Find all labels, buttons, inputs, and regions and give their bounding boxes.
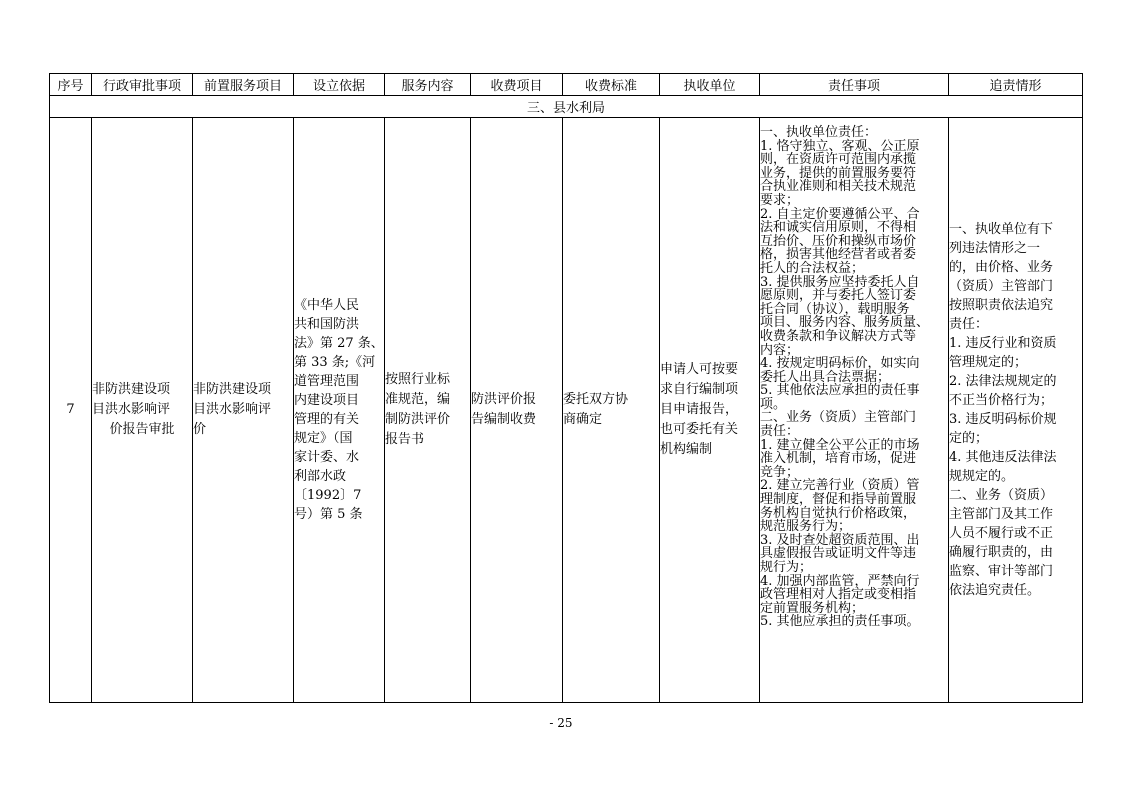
responsibility-line: 项。 [760,396,787,412]
responsibility-line: 责任： [760,424,800,440]
header-row [50,74,1083,96]
responsibility-line: 4. 加强内部监管，严禁向行 [760,573,920,589]
fee-standard-cell [563,118,660,703]
responsibility-line: 1. 恪守独立、客观、公正原 [760,138,920,154]
collector-line: 申请人可按要 [660,362,739,377]
basis-line: 规定》（国 [294,431,353,446]
responsibility-line: 定前置服务机构； [760,600,865,616]
header-basis: 设立依据 [294,74,385,96]
approval-item-cell [92,118,193,703]
table-row [50,118,1083,703]
header-fee-item: 收费项目 [471,74,563,96]
accountability-line: 的，由价格、业务 [949,260,1054,275]
basis-line: 道管理范围 [294,374,360,389]
accountability-line: 一、执收单位有下 [949,222,1054,237]
responsibility-line: 愿原则，并与委托人签订委 [760,288,917,304]
service-item-line: 非防洪建设项 [193,382,272,397]
basis-line: 管理的有关 [294,412,360,427]
accountability-line: 2. 法律法规规定的 [949,374,1057,389]
fee-item-cell [471,118,563,703]
basis-line: 〔1992〕7 [294,488,362,503]
basis-line: 第 33 条;《河 [294,355,376,370]
service-item-cell [193,118,294,703]
accountability-line: 责任： [949,317,989,332]
accountability-line: 依法追究责任。 [949,583,1041,598]
responsibility-line: 一、执收单位责任： [760,125,878,140]
responsibility-line: 5. 其他应承担的责任事项。 [760,614,920,630]
responsibility-line: 3. 提供服务应坚持委托人自 [760,274,920,290]
responsibility-line: 2. 建立完善行业（资质）管 [760,478,920,494]
accountability-line: 主管部门及其工作 [949,507,1054,522]
fee-item-line: 防洪评价报 [471,392,537,407]
responsibility-line: 规行为； [760,560,813,575]
accountability-line: 3. 违反明码标价规 [949,412,1057,427]
collector-line: 机构编制 [660,442,713,457]
responsibility-line: 要求； [760,192,800,208]
fee-standard-line: 商确定 [563,412,603,427]
responsibility-line: 5. 其他依法应承担的责任事 [760,383,920,399]
basis-line: 《中华人民 [294,298,360,313]
header-approval-item: 行政审批事项 [92,74,193,96]
collector-line: 目申请报告， [660,402,739,417]
basis-line: 法》第 27 条、 [294,336,384,351]
responsibility-line: 委托人出具合法票据； [760,369,891,385]
row-number: 7 [50,118,92,703]
fee-item-line: 告编制收费 [471,412,537,427]
responsibility-line: 准入机制，培育市场，促进 [760,451,917,467]
accountability-line: 1. 违反行业和资质 [949,336,1057,351]
responsibilities-cell [760,118,949,703]
approval-item-line: 目洪水影响评 [92,402,171,417]
accountability-line: 按照职责依法追究 [949,298,1054,313]
basis-line: 利部水政 [294,469,347,484]
responsibility-line: 务机构自觉执行价格政策， [760,505,917,521]
header-accountability: 追责情形 [949,74,1083,96]
fee-standard-line: 委托双方协 [563,392,629,407]
accountability-line: 4. 其他违反法律法 [949,450,1057,465]
service-item-line: 价 [193,422,207,437]
responsibility-line: 二、业务（资质）主管部门 [760,410,917,426]
accountability-line: 监察、审计等部门 [949,564,1054,579]
basis-line: 内建设项目 [294,393,360,408]
accountability-line: 确履行职责的，由 [949,545,1054,560]
section-row [50,96,1083,118]
collector-line: 求自行编制项 [660,382,739,397]
accountability-line: （资质）主管部门 [949,279,1054,294]
basis-line: 号）第 5 条 [294,507,363,522]
basis-line: 共和国防洪 [294,317,360,332]
header-no: 序号 [50,74,92,96]
basis-line: 家计委、水 [294,450,360,465]
header-fee-standard: 收费标准 [563,74,660,96]
responsibility-line: 托人的合法权益； [760,260,865,276]
responsibility-line: 项目、服务内容、服务质量、 [760,315,930,331]
section-title: 三、县水利局 [50,96,1083,118]
responsibility-line: 业务，提供的前置服务要符 [760,165,917,181]
header-content: 服务内容 [385,74,471,96]
responsibility-line: 格，损害其他经营者或者委 [760,247,917,263]
collector-cell [660,118,760,703]
content-line: 报告书 [385,432,425,447]
responsibility-line: 合执业准则和相关技术规范 [760,179,917,195]
accountability-list [949,220,1082,600]
content-cell [385,118,471,703]
responsibility-line: 托合同（协议），载明服务 [760,301,910,317]
responsibility-line: 法和诚实信用原则，不得相 [760,220,917,236]
responsibility-line: 规范服务行为； [760,519,852,535]
responsibility-line: 3. 及时查处超资质范围、出 [760,532,920,548]
responsibility-line: 具虚假报告或证明文件等违 [760,546,917,562]
basis-cell [294,118,385,703]
page-number: - 25 [549,716,573,730]
fee-table [49,73,1083,703]
accountability-line: 规规定的。 [949,469,1015,484]
accountability-line: 人员不履行或不正 [949,526,1054,541]
header-collector: 执收单位 [660,74,760,96]
header-responsibilities: 责任事项 [760,74,949,96]
accountability-cell [949,118,1083,703]
responsibility-line: 内容； [760,342,800,358]
service-item-line: 目洪水影响评 [193,402,272,417]
accountability-line: 管理规定的； [949,355,1028,370]
responsibility-line: 4. 按规定明码标价，如实向 [760,356,920,372]
responsibility-line: 2. 自主定价要遵循公平、合 [760,206,920,222]
responsibility-line: 则，在资质许可范围内承揽 [760,152,917,168]
accountability-line: 二、业务（资质） [949,488,1054,503]
responsibility-line: 互抬价、压价和操纵市场价 [760,233,917,249]
content-line: 按照行业标 [385,372,451,387]
approval-item-line: 价报告审批 [109,422,175,437]
responsibility-line: 竞争； [760,464,800,480]
header-service-item: 前置服务项目 [193,74,294,96]
approval-item-line: 非防洪建设项 [92,382,171,397]
responsibilities-list [760,118,948,629]
responsibility-line: 收费条款和争议解决方式等 [760,328,917,344]
responsibility-line: 1. 建立健全公平公正的市场 [760,437,920,453]
responsibility-line: 政管理相对人指定或变相指 [760,587,917,603]
responsibility-line: 理制度，督促和指导前置服 [760,492,917,508]
accountability-line: 不正当价格行为； [949,393,1054,408]
accountability-line: 定的； [949,431,989,446]
accountability-line: 列违法情形之一 [949,241,1041,256]
collector-line: 也可委托有关 [660,422,739,437]
content-line: 准规范，编 [385,392,451,407]
content-line: 制防洪评价 [385,412,451,427]
